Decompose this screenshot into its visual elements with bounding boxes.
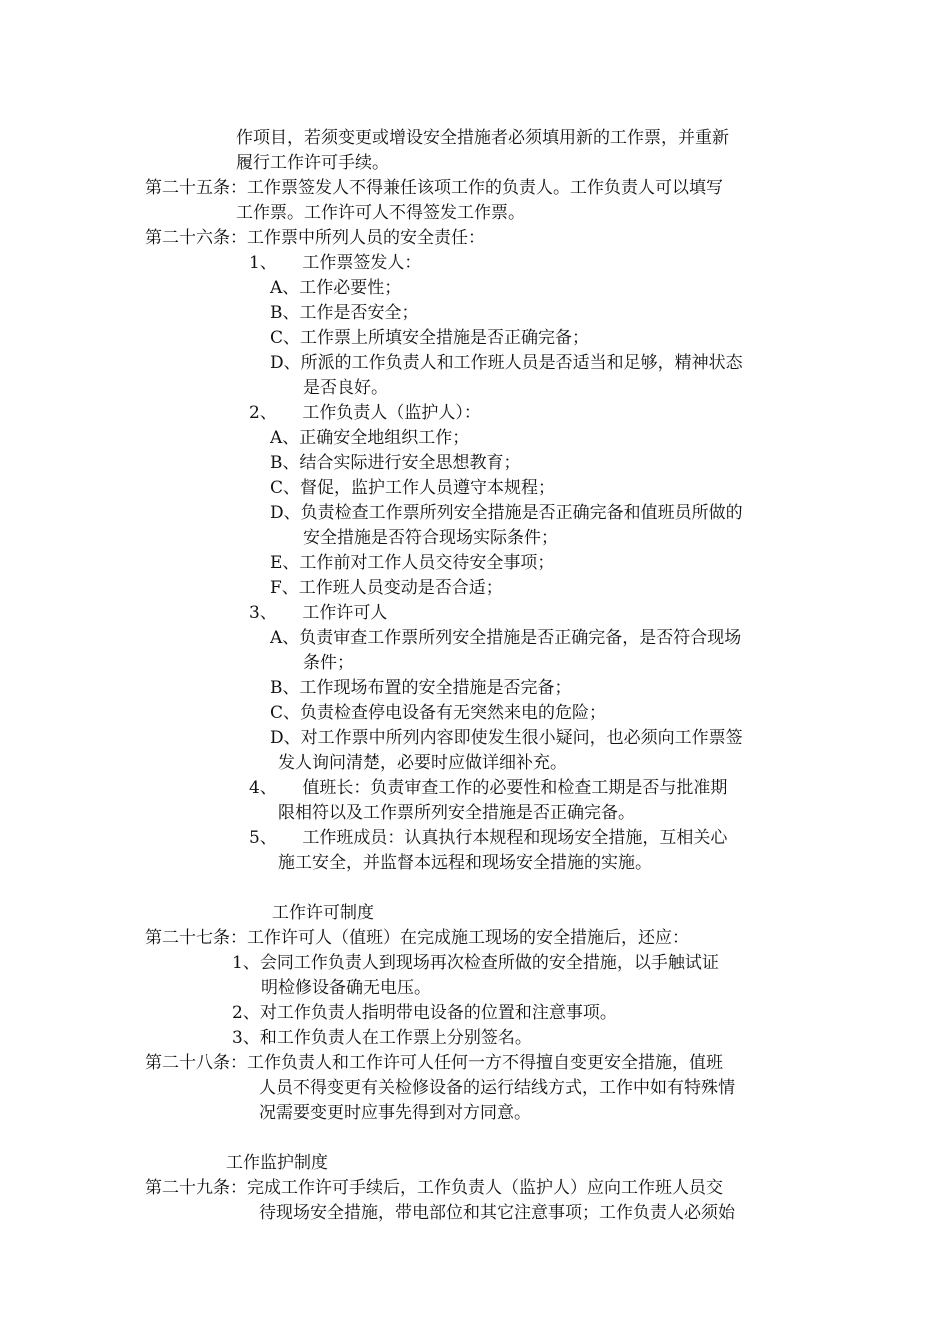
text-line: 2、 工作负责人（监护人）： [249,403,481,423]
text-line: 4、 值班长：负责审查工作的必要性和检查工期是否与批准期 [249,778,728,798]
text-line: 第二十九条：完成工作许可手续后，工作负责人（监护人）应向工作班人员交 [145,1178,723,1198]
text-line: F、工作班人员变动是否合适； [270,578,503,598]
text-line: D、所派的工作负责人和工作班人员是否适当和足够，精神状态 [270,353,743,373]
section-heading: 工作许可制度 [272,903,374,923]
text-line: 人员不得变更有关检修设备的运行结线方式，工作中如有特殊情 [259,1078,735,1098]
text-line: A、负责审查工作票所列安全措施是否正确完备，是否符合现场 [270,628,742,648]
text-line: 1、 工作票签发人： [249,253,422,273]
text-line: 明检修设备确无电压。 [261,978,431,998]
text-line: 作项目，若须变更或增设安全措施者必须填用新的工作票，并重新 [236,128,729,148]
text-line: 1、会同工作负责人到现场再次检查所做的安全措施，以手触试证 [232,953,719,973]
text-line: 履行工作许可手续。 [236,153,389,173]
text-line: D、对工作票中所列内容即使发生很小疑问，也必须向工作票签 [270,728,743,748]
text-line: 3、 工作许可人 [249,603,388,623]
text-line: 是否良好。 [303,378,388,398]
text-line: B、结合实际进行安全思想教育； [270,453,521,473]
text-line: B、工作是否安全； [270,303,419,323]
text-line: 第二十八条：工作负责人和工作许可人任何一方不得擅自变更安全措施，值班 [145,1053,723,1073]
text-line: 3、和工作负责人在工作票上分别签名。 [232,1028,532,1048]
text-line: 第二十七条：工作许可人（值班）在完成施工现场的安全措施后，还应： [145,928,689,948]
text-line: 限相符以及工作票所列安全措施是否正确完备。 [278,803,635,823]
text-line: 条件； [303,653,354,673]
text-line: B、工作现场布置的安全措施是否完备； [270,678,572,698]
text-line: C、负责检查停电设备有无突然来电的危险； [270,703,607,723]
text-line: 待现场安全措施，带电部位和其它注意事项；工作负责人必须始 [259,1203,735,1223]
text-line: 况需要变更时应事先得到对方同意。 [259,1103,531,1123]
text-line: A、工作必要性； [270,278,402,298]
text-line: 第二十六条：工作票中所列人员的安全责任： [145,228,485,248]
text-line: 发人询问清楚，必要时应做详细补充。 [278,753,567,773]
text-line: 安全措施是否符合现场实际条件； [303,528,558,548]
text-line: C、工作票上所填安全措施是否正确完备； [270,328,590,348]
text-line: E、工作前对工作人员交待安全事项； [270,553,555,573]
section-heading: 工作监护制度 [226,1153,328,1173]
text-line: 2、对工作负责人指明带电设备的位置和注意事项。 [232,1003,617,1023]
text-line: 第二十五条：工作票签发人不得兼任该项工作的负责人。工作负责人可以填写 [145,178,723,198]
text-line: 施工安全，并监督本远程和现场安全措施的实施。 [278,853,652,873]
text-line: A、正确安全地组织工作； [270,428,470,448]
text-line: D、负责检查工作票所列安全措施是否正确完备和值班员所做的 [270,503,743,523]
text-line: C、督促，监护工作人员遵守本规程； [270,478,556,498]
text-line: 5、 工作班成员：认真执行本规程和现场安全措施，互相关心 [249,828,728,848]
text-line: 工作票。工作许可人不得签发工作票。 [236,203,525,223]
